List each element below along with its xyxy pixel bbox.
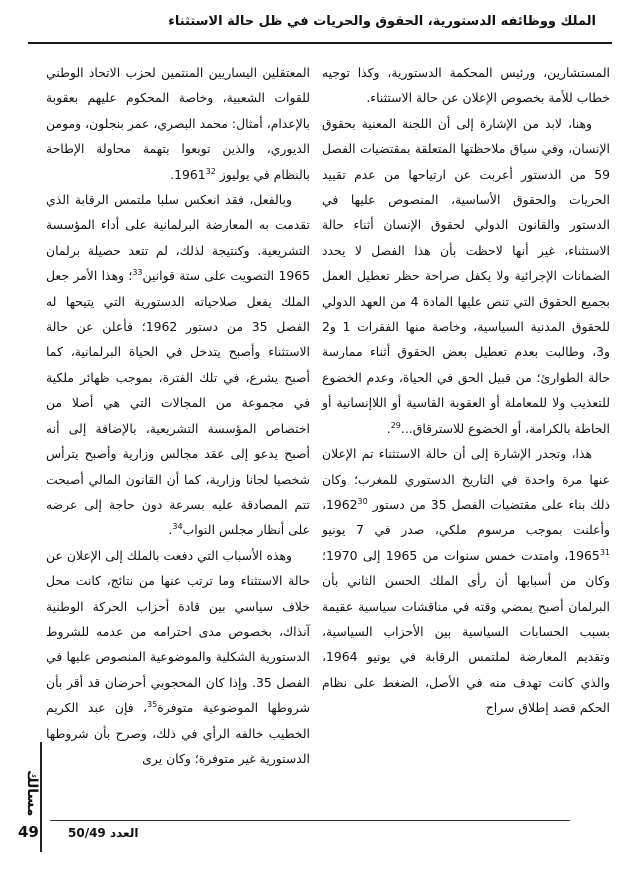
paragraph: هذا، وتجدر الإشارة إلى أن حالة الاستثناء تم الإعلان عنها مرة واحدة في التاريخ الدستوري للمغرب؛ وكان ذلك بناء على مقتضيات الفصل 35 من دستور 1962$^{30}$، وأعلنت بموجب مرسوم ملكي، صدر في 7 يونيو 1965$^{31}$، وامتدت خمس سنوات من 1965 إلى 1970؛ وكان من أسبابها أن رأى الملك الحسن الثاني بأن البرلمان أصبح يمضي وقته في مناقشات سياسية عقيمة بسبب الحسابات السياسية بين الأحزاب السياسية، وتقديم المعارضة لملتمس الرقابة في يونيو 1964، والذي كانت تهدف منه في الأصل، الضغط على نظام الحكم قصد إطلاق سراح [322, 446, 610, 716]
footnote-ref: 34 [172, 522, 183, 532]
footnote-ref: 35 [147, 700, 158, 710]
paragraph: وهنا، لابد من الإشارة إلى أن اللجنة المعنية بحقوق الإنسان، وفي سياق ملاحظتها المتعلقة بمقتضيات الفصل 59 من الدستور أعربت عن ارتياحها من عدم تقييد الحريات والحقوق الأساسية، المنصوص عليها في الدستور والقانون الدولي لحقوق الإنسان أثناء حالة الاستثناء، غير أنها لاحظت بأن هذا الفصل لا يحدد الضمانات الإجرائية ولا يكفل صراحة حظر تعطيل العمل بجميع الحقوق التي تنص عليها المادة 4 من العهد الدولي للحقوق المدنية السياسية، وخاصة منها الفقرات 1 و2 و3، وطالبت بعدم تعطيل بعض الحقوق أثناء ممارسة حالة الطوارئ؛ من قبيل الحق في الحياة، وعدم الخضوع للتعذيب ولا للمعاملة أو العقوبة القاسية أو اللاإنسانية أو الحاطة بالكرامة، أو الخضوع للاسترقاق...$^{29}$. [322, 115, 610, 436]
side-rule [40, 742, 42, 852]
running-title: الملك ووظائفه الدستورية، الحقوق والحريات في ظل حالة الاستثناء [168, 14, 596, 29]
left-column [46, 60, 310, 771]
footnote-ref: 33 [132, 268, 143, 278]
paragraph: وبالفعل، فقد انعكس سلبا ملتمس الرقابة الذي تقدمت به المعارضة البرلمانية على أداء المؤسسة التشريعية. وكنتيجة لذلك، لم تتعد حصيلة برلمان 1965 التصويت على ستة قوانين$^{33}$؛ وهذا الأمر جعل الملك يفعل صلاحياته الدستورية التي يتيحها له الفصل 35 من دستور 1962؛ فأعلن عن حالة الاستثناء وأصبح يتدخل في الحياة البرلمانية، كما أصبح يشرع، في تلك الفترة، بموجب ظهائر ملكية في مجموعة من المجالات التي هي أصلا من اختصاص المؤسسة التشريعية، بالإضافة إلى أنه أصبح يدعو إلى عقد مجالس وزارية وأصبح يترأس شخصيا لجانا وزارية، كما أن القانون المالي أصبحت تتم المصادقة عليه بسرعة دون حاجة إلى عرضه على أنظار مجلس النواب$^{34}$. [46, 192, 310, 538]
footer-rule [50, 820, 570, 821]
paragraph: المعتقلين اليساريين المنتمين لحزب الاتحاد الوطني للقوات الشعبية، وخاصة المحكوم عليهم بعقوبة بالإعدام، أمثال: محمد البصري، عمر بنجلون، ومومن الديوري، والذين توبعوا بتهمة محاولة الإطاحة بالنظام في يوليوز 1961$^{32}$. [46, 65, 310, 182]
issue-label: العدد 50/49 [68, 826, 139, 840]
header-rule [28, 42, 612, 44]
footnote-ref: 31 [599, 547, 610, 557]
paragraph: المستشارين، ورئيس المحكمة الدستورية، وكذا توجيه خطاب للأمة بخصوص الإعلان عن حالة الاستثناء. [322, 65, 610, 106]
footnote-ref: 29 [390, 420, 401, 430]
magazine-logo: مسالك [24, 769, 40, 816]
paragraph: وهذه الأسباب التي دفعت بالملك إلى الإعلان عن حالة الاستثناء وما ترتب عنها من نتائج، كانت محل خلاف سياسي بين قادة أحزاب الحركة الوطنية آنذاك، بخصوص مدى احترامه من عدمه للشروط الدستورية الشكلية والموضوعية المنصوص عليها في الفصل 35. وإذا كان المحجوبي أحرضان قد أقر بأن شروطها الموضوعية متوفرة$^{35}$، فإن عبد الكريم الخطيب خالفه الرأي في ذلك، وصرح بأن شروطها الدستورية غير متوفرة؛ وكان يرى [46, 547, 310, 766]
page-number: 49 [18, 823, 39, 841]
footnote-ref: 30 [357, 496, 368, 506]
footnote-ref: 32 [205, 166, 216, 176]
right-column [322, 60, 610, 721]
